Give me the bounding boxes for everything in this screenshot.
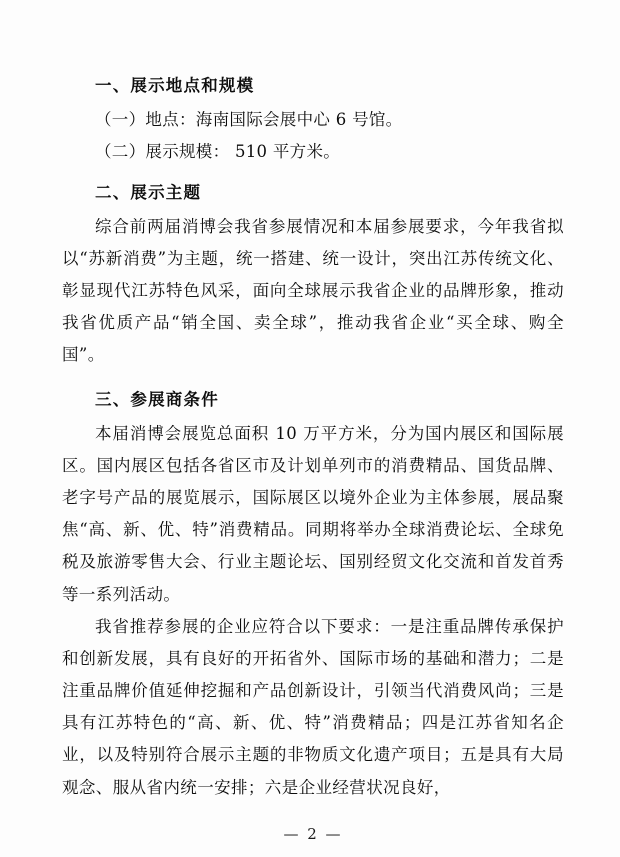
section-3-paragraph-2: 我省推荐参展的企业应符合以下要求：一是注重品牌传承保护和创新发展，具有良好的开拓省外、国际市场的基础和潜力；二是注重品牌价值延伸挖掘和产品创新设计，引领当代消费风尚；三是具有江苏特色的“高、新、优、特”消费精品；四是江苏省知名企业，以及特别符合展示主题的非物质文化遗产项目；五是具有大局观念、服从省内统一安排；六是企业经营状况良好， bbox=[62, 616, 564, 797]
section-2-paragraph-1: 综合前两届消博会我省参展情况和本届参展要求，今年我省拟以“苏新消费”为主题，统一搭建、统一设计，突出江苏传统文化、彰显现代江苏特色风采，面向全球展示我省企业的品牌形象，推动我省优质产品“销全国、卖全球”，推动我省企业“买全球、购全国”。 bbox=[62, 216, 564, 365]
section-2-heading: 二、展示主题 bbox=[95, 182, 202, 202]
document-body bbox=[62, 70, 564, 804]
section-1-heading: 一、展示地点和规模 bbox=[95, 76, 255, 95]
section-1-item-2: （二）展示规模： 510 平方米。 bbox=[95, 142, 341, 162]
page-number: — 2 — bbox=[283, 825, 343, 843]
section-3 bbox=[62, 384, 564, 804]
section-1 bbox=[62, 70, 564, 169]
page-footer bbox=[0, 825, 620, 843]
spacer bbox=[62, 374, 564, 384]
section-3-paragraph-1: 本届消博会展览总面积 10 万平方米，分为国内展区和国际展区。国内展区包括各省区市及计划单列市的消费精品、国货品牌、老字号产品的展览展示，国际展区以境外企业为主体参展，展品聚焦“高、新、优、特”消费精品。同期将举办全球消费论坛、全球免税及旅游零售大会、行业主题论坛、国别经贸文化交流和首发首秀等一系列活动。 bbox=[62, 423, 564, 604]
section-2 bbox=[62, 177, 564, 372]
section-3-heading: 三、参展商条件 bbox=[95, 389, 219, 409]
section-1-item-1: （一）地点：海南国际会展中心 6 号馆。 bbox=[95, 110, 403, 130]
